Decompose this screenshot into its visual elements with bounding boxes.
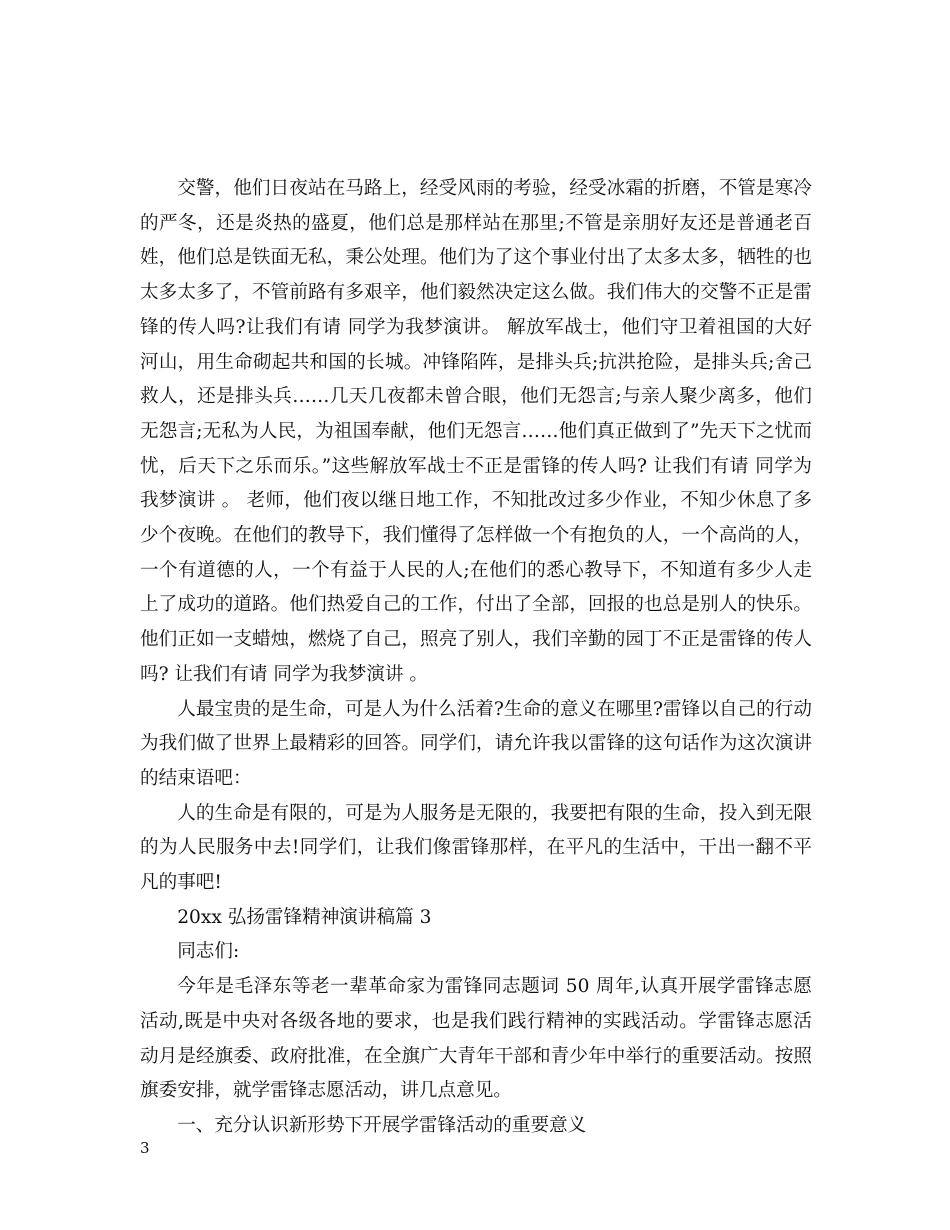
paragraph: 今年是毛泽东等老一辈革命家为雷锋同志题词 50 周年,认真开展学雷锋志愿活动,既是中央对各级各地的要求，也是我们践行精神的实践活动。学雷锋志愿活动月是经旗委、政府批准，在全旗广大青年干部和青少年中举行的重要活动。按照旗委安排，就学雷锋志愿活动，讲几点意见。 (140, 976, 812, 1102)
subheading: 一、充分认识新形势下开展学雷锋活动的重要意义 (177, 1114, 587, 1136)
paragraph: 人最宝贵的是生命，可是人为什么活着?生命的意义在哪里?雷锋以自己的行动为我们做了世界上最精彩的回答。同学们，请允许我以雷锋的这句话作为这次演讲的结束语吧： (140, 698, 812, 789)
paragraph: 人的生命是有限的，可是为人服务是无限的，我要把有限的生命，投入到无限的为人民服务中去!同学们，让我们像雷锋那样，在平凡的生活中，干出一翻不平凡的事吧! (140, 802, 812, 894)
salutation: 同志们: (177, 941, 240, 963)
paragraph: 交警，他们日夜站在马路上，经受风雨的考验，经受冰霜的折磨，不管是寒冷的严冬，还是炎热的盛夏，他们总是那样站在那里;不管是亲朋好友还是普通老百姓，他们总是铁面无私，秉公处理。他们为了这个事业付出了太多太多，牺牲的也太多太多了，不管前路有多艰辛，他们毅然决定这么做。我们伟大的交警不正是雷锋的传人吗?让我们有请 同学为我梦演讲。 解放军战士，他们守卫着祖国的大好河山，用生命砌起共和国的长城。冲锋陷阵，是排头兵;抗洪抢险，是排头兵;舍己救人，还是排头兵……几天几夜都未曾合眼，他们无怨言;与亲人聚少离多，他们无怨言;无私为人民，为祖国奉献，他们无怨言……他们真正做到了”先天下之忧而忧，后天下之乐而乐。”这些解放军战士不正是雷锋的传人吗? 让我们有请 同学为我梦演讲 。 老师，他们夜以继日地工作，不知批改过多少作业，不知少休息了多少个夜晚。在他们的教导下，我们懂得了怎样做一个有抱负的人，一个高尚的人，一个有道德的人，一个有益于人民的人;在他们的悉心教导下，不知道有多少人走上了成功的道路。他们热爱自己的工作，付出了全部，回报的也总是别人的快乐。他们正如一支蜡烛，燃烧了自己，照亮了别人，我们辛勤的园丁不正是雷锋的传人吗? 让我们有请 同学为我梦演讲 。 (140, 178, 812, 685)
body-text (140, 172, 812, 1144)
section-title: 20xx 弘扬雷锋精神演讲稿篇 3 (177, 906, 432, 928)
page-number: 3 (140, 1139, 150, 1157)
